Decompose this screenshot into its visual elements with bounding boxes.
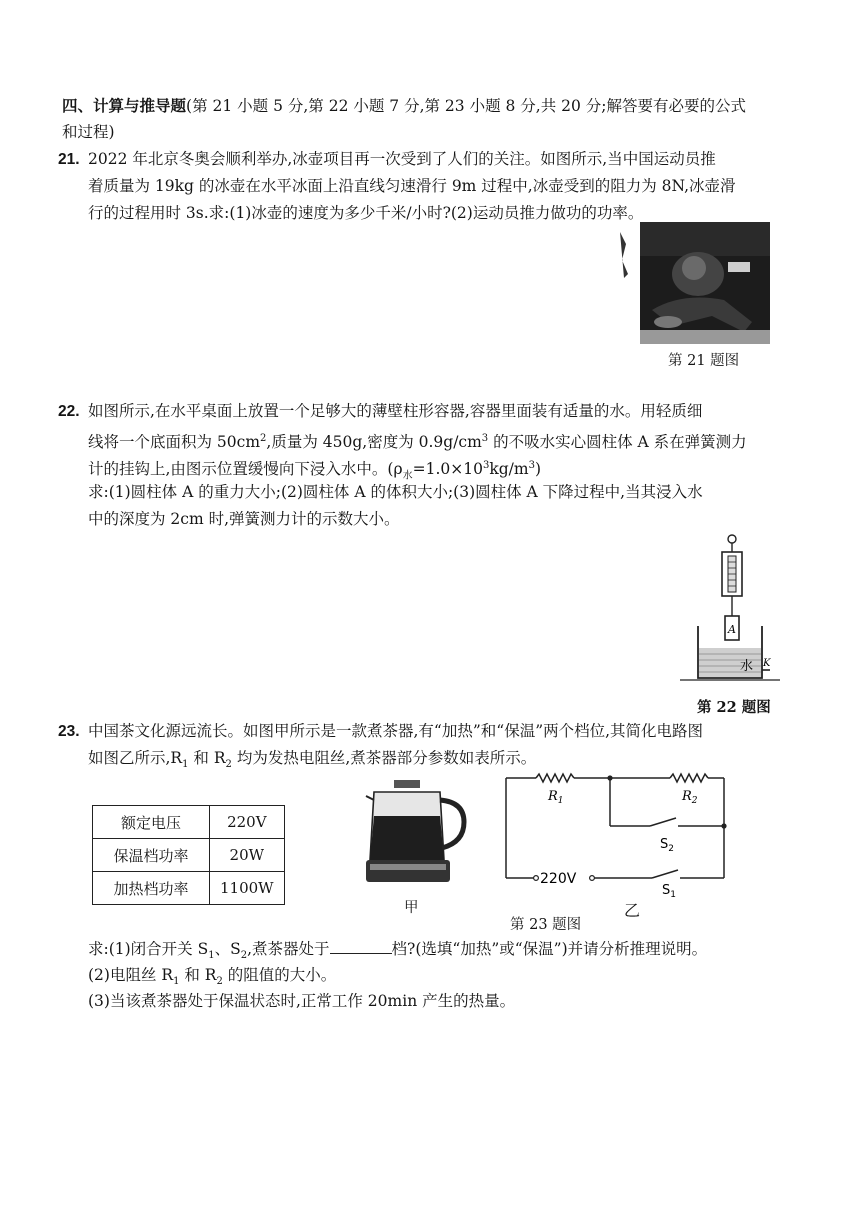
switch-S2 bbox=[650, 818, 676, 826]
q22-line2-a: 线将一个底面积为 50cm bbox=[88, 433, 261, 452]
q21-caption: 第 21 题图 bbox=[668, 353, 740, 369]
table-cell-label: 额定电压 bbox=[93, 806, 210, 839]
table-row bbox=[93, 872, 285, 905]
q22-line3-sub: 水 bbox=[402, 470, 413, 482]
cylinder-A-label: A bbox=[728, 623, 736, 636]
q22-line3-b: =1.0×10 bbox=[412, 460, 483, 479]
R1-label: $R_1$ bbox=[548, 789, 564, 806]
q22-figure bbox=[680, 530, 780, 690]
q22-line3-a: 计的挂钩上,由图示位置缓慢向下浸入水中。(ρ bbox=[88, 460, 403, 479]
q23-ask1-d: 档?(选填“加热”或“保温”)并请分析推理说明。 bbox=[391, 940, 708, 958]
S2-label: $S_2$ bbox=[660, 837, 674, 854]
q22-line2-c: 的不吸水实心圆柱体 A 系在弹簧测力 bbox=[488, 433, 747, 452]
table-cell-value: 20W bbox=[210, 839, 285, 872]
q23-ask2-sub1: 1 bbox=[173, 976, 180, 988]
q23-line2-a: 如图乙所示,R bbox=[88, 749, 183, 767]
table-cell-value: 220V bbox=[210, 806, 285, 839]
resistor-R1 bbox=[536, 774, 574, 782]
table-cell-value: 1100W bbox=[210, 872, 285, 905]
resistor-R2 bbox=[670, 774, 708, 782]
q22-line2-b: ,质量为 450g,密度为 0.9g/cm bbox=[266, 433, 482, 452]
q23-ask1-a: 求:(1)闭合开关 S bbox=[88, 940, 209, 958]
voltage-label: 220V bbox=[540, 871, 577, 887]
section-heading-line2: 和过程) bbox=[62, 123, 115, 141]
q23-label-yi: 乙 bbox=[624, 901, 641, 920]
q23-line2-b: 和 R bbox=[188, 749, 226, 767]
q23-ask2-a: (2)电阻丝 R bbox=[88, 966, 174, 984]
table-row bbox=[93, 839, 285, 872]
q22-caption: 第 22 题图 bbox=[697, 699, 771, 716]
water-label: 水 bbox=[740, 659, 754, 674]
q23-ask1-b: 、S bbox=[214, 940, 241, 958]
q21-line3: 行的过程用时 3s.求:(1)冰壶的速度为多少千米/小时?(2)运动员推力做功的功率。 bbox=[88, 204, 644, 222]
table-cell-label: 保温档功率 bbox=[93, 839, 210, 872]
S1-label: $S_1$ bbox=[662, 883, 676, 900]
q23-kettle-picture bbox=[360, 778, 470, 890]
q22-line3-d: ) bbox=[534, 460, 541, 479]
switch-S1 bbox=[652, 870, 678, 878]
section-heading-bold: 四、计算与推导题 bbox=[62, 96, 187, 115]
answer-blank[interactable] bbox=[330, 937, 392, 954]
q23-ask2-b: 和 R bbox=[179, 966, 217, 984]
q22-line4: 求:(1)圆柱体 A 的重力大小;(2)圆柱体 A 的体积大小;(3)圆柱体 A 下降过程中,当其浸入水 bbox=[88, 483, 703, 501]
q23-ask2-c: 的阻值的大小。 bbox=[222, 966, 337, 984]
q23-line2-c: 均为发热电阻丝,煮茶器部分参数如表所示。 bbox=[231, 749, 537, 767]
q22-line3-c: kg/m bbox=[489, 460, 529, 479]
q22-line3-sup: 3 bbox=[482, 460, 490, 471]
q23-ask2-sub2: 2 bbox=[216, 976, 223, 988]
q23-line1: 中国茶文化源远流长。如图甲所示是一款煮茶器,有“加热”和“保温”两个档位,其简化电路图 bbox=[88, 722, 704, 740]
q23-line2 bbox=[88, 745, 536, 778]
q23-label-jia: 甲 bbox=[404, 900, 419, 916]
R2-label: $R_2$ bbox=[682, 789, 698, 806]
q21-line1: 2022 年北京冬奥会顺利举办,冰壶项目再一次受到了人们的关注。如图所示,当中国运动员推 bbox=[88, 150, 716, 168]
q23-ask3: (3)当该煮茶器处于保温状态时,正常工作 20min 产生的热量。 bbox=[88, 992, 516, 1010]
q23-line2-sub2: 2 bbox=[225, 759, 232, 771]
q22-line5: 中的深度为 2cm 时,弹簧测力计的示数大小。 bbox=[88, 510, 400, 528]
section-heading-rest: (第 21 小题 5 分,第 22 小题 7 分,第 23 小题 8 分,共 20 分;解答要有必要的公式 bbox=[186, 97, 747, 115]
q21-curling-photo bbox=[612, 222, 772, 344]
q23-line2-sub1: 1 bbox=[182, 759, 189, 771]
q21-line2: 着质量为 19kg 的冰壶在水平冰面上沿直线匀速滑行 9m 过程中,冰壶受到的阻力为 8N,冰壶滑 bbox=[88, 177, 736, 195]
q23-caption: 第 23 题图 bbox=[510, 917, 582, 933]
q22-line3-sup2: 3 bbox=[528, 460, 535, 471]
q23-ask1-sub1: 1 bbox=[208, 950, 215, 962]
q23-params-table bbox=[92, 805, 285, 905]
table-cell-label: 加热档功率 bbox=[93, 872, 210, 905]
q23-ask1-c: ,煮茶器处于 bbox=[247, 940, 330, 958]
q22-line1: 如图所示,在水平桌面上放置一个足够大的薄壁柱形容器,容器里面装有适量的水。用轻质细 bbox=[88, 402, 703, 420]
section-heading bbox=[62, 92, 746, 120]
q22-number: 22. bbox=[58, 403, 80, 420]
q23-circuit-diagram bbox=[500, 768, 740, 900]
q23-number: 23. bbox=[58, 723, 80, 740]
q23-ask1-sub2: 2 bbox=[240, 950, 248, 962]
q21-number: 21. bbox=[58, 151, 80, 168]
q22-line2-sup2: 3 bbox=[481, 433, 489, 444]
q22-line2-sup1: 2 bbox=[260, 433, 267, 444]
table-row bbox=[93, 806, 285, 839]
valve-K-label: K bbox=[763, 658, 771, 669]
